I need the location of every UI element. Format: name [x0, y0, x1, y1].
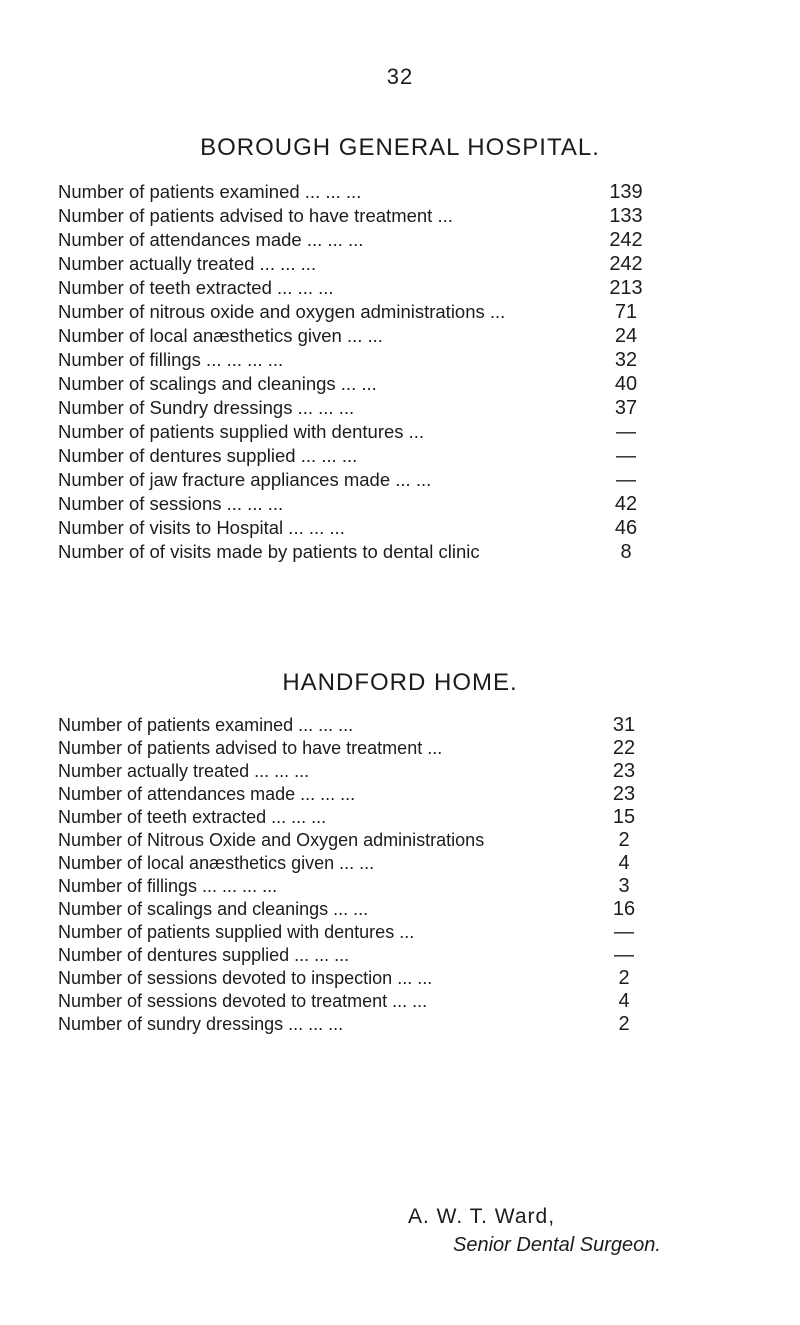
row-label: Number of nitrous oxide and oxygen administrations ...: [58, 301, 506, 322]
row-label: Number of of visits made by patients to dental clinic: [58, 541, 480, 562]
table-row: [58, 204, 658, 228]
row-value: 3: [618, 875, 630, 897]
row-value: 40: [614, 373, 638, 395]
row-value: 16: [612, 898, 636, 920]
table-row: [58, 852, 658, 875]
row-label: Number of attendances made ... ... ...: [58, 784, 356, 804]
row-label: Number of dentures supplied ... ... ...: [58, 945, 350, 965]
table-row: [58, 420, 658, 444]
row-value: 15: [612, 806, 636, 828]
row-value: —: [614, 921, 634, 943]
row-value: —: [616, 445, 636, 467]
row-label: Number of fillings ... ... ... ...: [58, 349, 284, 370]
row-value: 31: [612, 714, 636, 736]
row-label: Number of Sundry dressings ... ... ...: [58, 397, 355, 418]
row-label: Number of patients advised to have treatment ...: [58, 738, 443, 758]
row-value: —: [614, 944, 634, 966]
row-value: 23: [612, 760, 636, 782]
table-row: [58, 396, 658, 420]
row-value: 24: [614, 325, 638, 347]
row-value: 23: [612, 783, 636, 805]
row-label: Number of sessions ... ... ...: [58, 493, 284, 514]
table-row: [58, 898, 658, 921]
row-value: 8: [620, 541, 632, 563]
table-row: [58, 714, 658, 737]
section-title-handford-home: HANDFORD HOME.: [282, 669, 518, 696]
row-label: Number of patients examined ... ... ...: [58, 715, 354, 735]
row-label: Number of attendances made ... ... ...: [58, 229, 364, 250]
row-value: 37: [614, 397, 638, 419]
row-label: Number actually treated ... ... ...: [58, 761, 310, 781]
row-value: 2: [618, 829, 630, 851]
signature-name: A. W. T. Ward,: [408, 1205, 556, 1228]
row-label: Number of teeth extracted ... ... ...: [58, 277, 334, 298]
row-label: Number of jaw fracture appliances made ... ...: [58, 469, 432, 490]
row-value: 133: [609, 205, 643, 227]
table-row: [58, 875, 658, 898]
table-row: [58, 252, 658, 276]
row-label: Number of sundry dressings ... ... ...: [58, 1014, 344, 1034]
row-value: 42: [614, 493, 638, 515]
row-value: 2: [618, 967, 630, 989]
row-value: 242: [609, 253, 643, 275]
table-row: [58, 944, 658, 967]
table-row: [58, 372, 658, 396]
table-row: [58, 737, 658, 760]
table-row: [58, 300, 658, 324]
row-label: Number of scalings and cleanings ... ...: [58, 373, 377, 394]
row-value: 139: [609, 181, 643, 203]
table-row: [58, 228, 658, 252]
table-row: [58, 492, 658, 516]
signature-title: Senior Dental Surgeon.: [453, 1234, 661, 1256]
row-label: Number of Nitrous Oxide and Oxygen administrations: [58, 830, 485, 850]
row-value: 2: [618, 1013, 630, 1035]
table-row: [58, 967, 658, 990]
section-title-borough-general-hospital: BOROUGH GENERAL HOSPITAL.: [200, 134, 600, 161]
row-label: Number actually treated ... ... ...: [58, 253, 317, 274]
table-row: [58, 783, 658, 806]
row-label: Number of local anæsthetics given ... ...: [58, 325, 383, 346]
row-label: Number of sessions devoted to treatment ... ...: [58, 991, 428, 1011]
row-label: Number of patients advised to have treatment ...: [58, 205, 453, 226]
row-value: 71: [614, 301, 638, 323]
row-label: Number of dentures supplied ... ... ...: [58, 445, 358, 466]
row-label: Number of sessions devoted to inspection ... ...: [58, 968, 433, 988]
row-label: Number of local anæsthetics given ... ...: [58, 853, 375, 873]
row-label: Number of patients supplied with dentures ...: [58, 421, 425, 442]
row-label: Number of scalings and cleanings ... ...: [58, 899, 369, 919]
row-value: 22: [612, 737, 636, 759]
table-row: [58, 348, 658, 372]
row-value: 242: [609, 229, 643, 251]
table-row: [58, 921, 658, 944]
row-label: Number of visits to Hospital ... ... ...: [58, 517, 345, 538]
table-row: [58, 806, 658, 829]
table-row: [58, 1013, 658, 1036]
table-row: [58, 829, 658, 852]
row-label: Number of fillings ... ... ... ...: [58, 876, 278, 896]
row-value: 32: [614, 349, 638, 371]
row-value: 46: [614, 517, 638, 539]
table-row: [58, 540, 658, 564]
table-row: [58, 324, 658, 348]
row-label: Number of patients supplied with dentures ...: [58, 922, 415, 942]
borough-hospital-stats-table: [58, 180, 658, 564]
table-row: [58, 276, 658, 300]
table-row: [58, 468, 658, 492]
handford-home-stats-table: [58, 714, 658, 1036]
table-row: [58, 444, 658, 468]
table-row: [58, 990, 658, 1013]
row-value: 4: [618, 852, 630, 874]
row-label: Number of teeth extracted ... ... ...: [58, 807, 327, 827]
row-value: 4: [618, 990, 630, 1012]
row-value: 213: [609, 277, 643, 299]
row-value: —: [616, 421, 636, 443]
row-value: —: [616, 469, 636, 491]
table-row: [58, 760, 658, 783]
table-row: [58, 516, 658, 540]
table-row: [58, 180, 658, 204]
page-number: 32: [386, 64, 414, 89]
row-label: Number of patients examined ... ... ...: [58, 181, 362, 202]
